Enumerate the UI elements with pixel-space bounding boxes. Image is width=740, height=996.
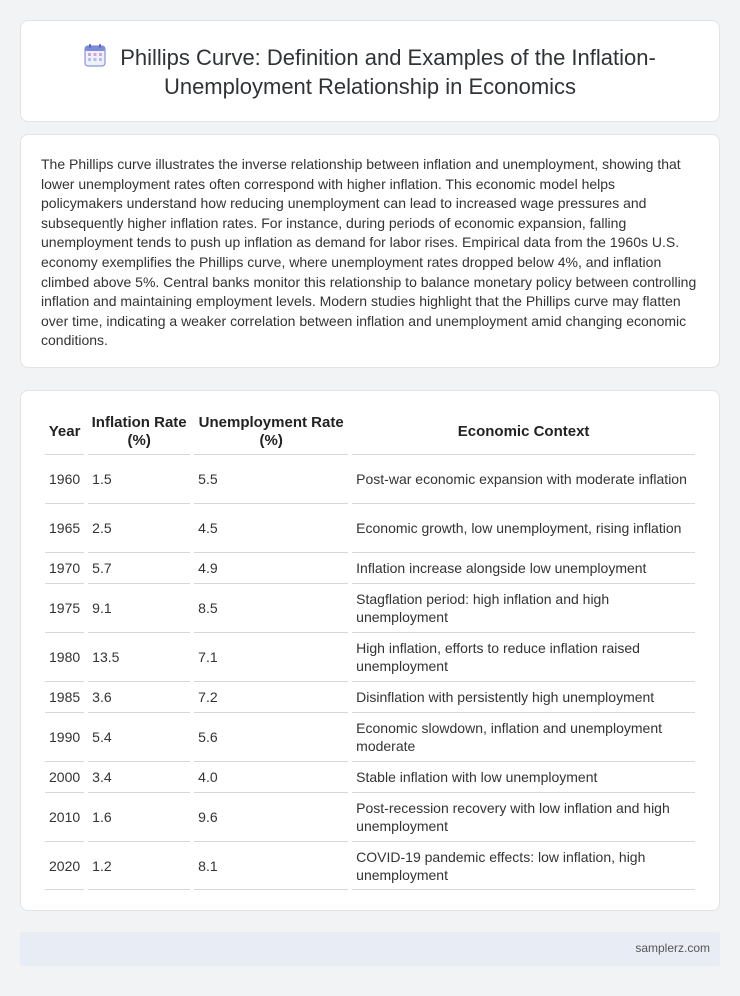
cell-year: 2020 xyxy=(45,841,84,890)
cell-inflation: 9.1 xyxy=(88,583,190,632)
cell-unemployment: 5.6 xyxy=(194,712,348,761)
cell-context: High inflation, efforts to reduce inflation raised unemployment xyxy=(352,632,695,681)
header-year: Year xyxy=(48,422,81,440)
cell-year: 1960 xyxy=(45,454,84,503)
cell-year: 1970 xyxy=(45,552,84,583)
calendar-grid-icon xyxy=(84,43,106,67)
cell-unemployment: 5.5 xyxy=(194,454,348,503)
cell-inflation: 3.4 xyxy=(88,761,190,792)
cell-inflation: 5.4 xyxy=(88,712,190,761)
cell-context: Post-recession recovery with low inflation and high unemployment xyxy=(352,792,695,841)
cell-unemployment: 4.0 xyxy=(194,761,348,792)
cell-context: Economic slowdown, inflation and unemployment moderate xyxy=(352,712,695,761)
cell-year: 2000 xyxy=(45,761,84,792)
header-unemployment: Unemployment Rate (%) xyxy=(198,413,344,449)
page-title xyxy=(21,43,719,101)
cell-context: Stagflation period: high inflation and high unemployment xyxy=(352,583,695,632)
cell-year: 1985 xyxy=(45,681,84,712)
cell-year: 1990 xyxy=(45,712,84,761)
cell-inflation: 2.5 xyxy=(88,503,190,552)
description-text: The Phillips curve illustrates the inverse relationship between inflation and unemployment, showing that lower unemployment rates often correspond with higher inflation. This economic model helps policymakers understand how reducing unemployment can lead to increased wage pressures and subsequently higher inflation rates. For instance, during periods of economic expansion, falling unemployment tends to push up inflation as demand for labor rises. Empirical data from the 1960s U.S. economy exemplifies the Phillips curve, where unemployment rates dropped below 4%, and inflation climbed above 5%. Central banks monitor this relationship to balance monetary policy between controlling inflation and maintaining employment levels. Modern studies highlight that the Phillips curve may flatten over time, indicating a weaker correlation between inflation and unemployment amid changing economic conditions. xyxy=(41,156,697,349)
cell-year: 2010 xyxy=(45,792,84,841)
cell-context: Economic growth, low unemployment, rising inflation xyxy=(352,503,695,552)
phillips-data-table xyxy=(41,409,699,890)
cell-unemployment: 8.1 xyxy=(194,841,348,890)
table-row xyxy=(45,681,695,712)
footer-bar xyxy=(20,932,720,966)
cell-context: Inflation increase alongside low unemployment xyxy=(352,552,695,583)
cell-year: 1965 xyxy=(45,503,84,552)
cell-context: Post-war economic expansion with moderate inflation xyxy=(352,454,695,503)
table-row xyxy=(45,503,695,552)
page-title-text: Phillips Curve: Definition and Examples of the Inflation-Unemployment Relationship in Economics xyxy=(120,45,656,99)
table-header-row xyxy=(45,409,695,454)
title-card xyxy=(20,20,720,122)
footer-site-link[interactable]: samplerz.com xyxy=(635,941,710,955)
cell-unemployment: 9.6 xyxy=(194,792,348,841)
cell-unemployment: 7.1 xyxy=(194,632,348,681)
cell-inflation: 1.6 xyxy=(88,792,190,841)
cell-context: COVID-19 pandemic effects: low inflation, high unemployment xyxy=(352,841,695,890)
cell-inflation: 3.6 xyxy=(88,681,190,712)
cell-unemployment: 4.5 xyxy=(194,503,348,552)
table-row xyxy=(45,712,695,761)
table-row xyxy=(45,454,695,503)
table-row xyxy=(45,552,695,583)
table-row xyxy=(45,632,695,681)
header-context: Economic Context xyxy=(457,422,590,440)
cell-unemployment: 7.2 xyxy=(194,681,348,712)
description-card xyxy=(20,134,720,368)
table-row xyxy=(45,841,695,890)
cell-inflation: 1.2 xyxy=(88,841,190,890)
cell-inflation: 13.5 xyxy=(88,632,190,681)
cell-year: 1980 xyxy=(45,632,84,681)
table-row xyxy=(45,583,695,632)
cell-year: 1975 xyxy=(45,583,84,632)
cell-context: Stable inflation with low unemployment xyxy=(352,761,695,792)
table-row xyxy=(45,792,695,841)
cell-inflation: 5.7 xyxy=(88,552,190,583)
header-inflation: Inflation Rate (%) xyxy=(91,413,187,449)
cell-unemployment: 4.9 xyxy=(194,552,348,583)
cell-inflation: 1.5 xyxy=(88,454,190,503)
cell-context: Disinflation with persistently high unemployment xyxy=(352,681,695,712)
table-row xyxy=(45,761,695,792)
cell-unemployment: 8.5 xyxy=(194,583,348,632)
data-table-card xyxy=(20,390,720,911)
